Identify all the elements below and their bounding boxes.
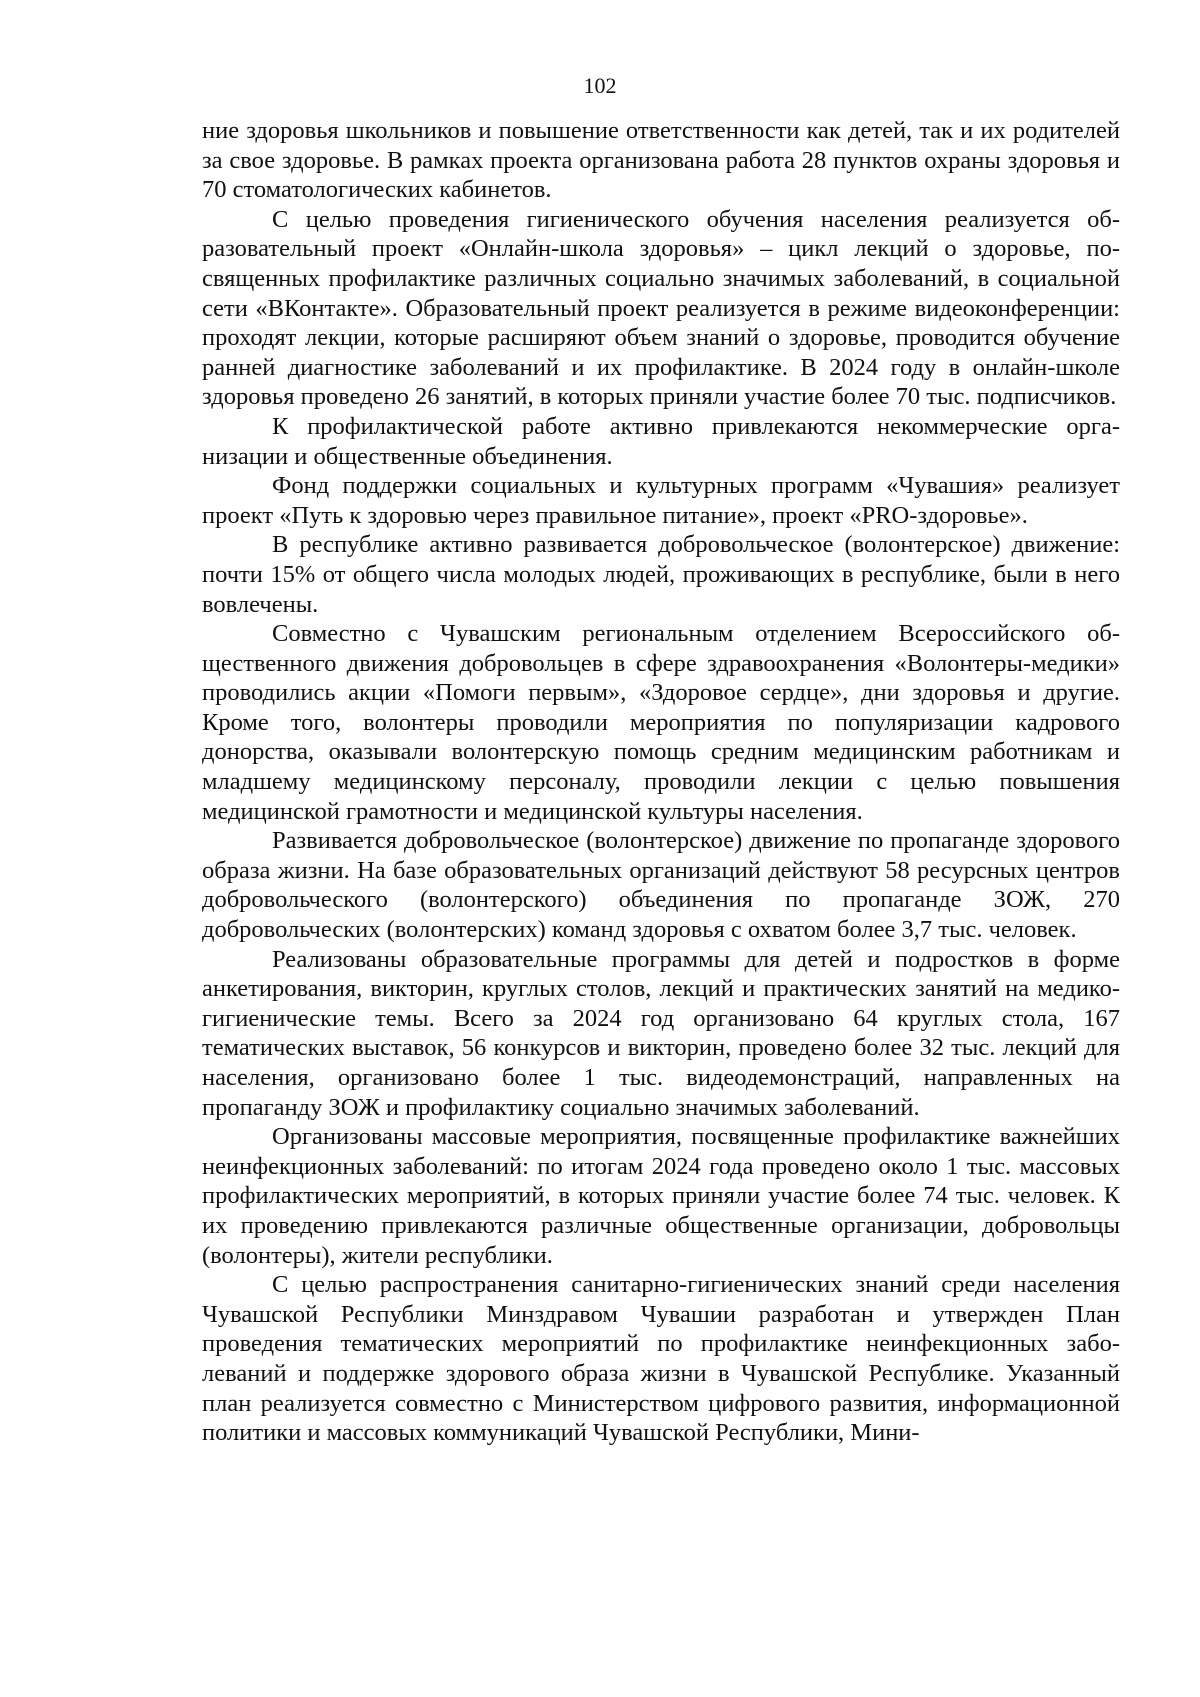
paragraph-healthy-lifestyle: Развивается добровольческое (волонтерское) движение по пропаганде здорового образа жизни. На базе образовательных организаций действуют 58 ресурсных центров добровольческого (волонтерского) объединения по пропаганде ЗОЖ, 270 добровольческих (волонтерских) команд здоровья с охватом более 3,7 тыс. человек. xyxy=(202,827,1120,944)
paragraph-nonprofits: К профилактической работе активно привлекаются некоммерческие организации и общественные объединения. xyxy=(202,412,1120,470)
paragraph-sanitary-plan: С целью распространения санитарно-гигиенических знаний среди населения Чувашской Республики Минздравом Чувашии разработан и утвержден План проведения тематических мероприятий по профилактике неинфекционных заболеваний и поддержке здорового образа жизни в Чувашской Республике. Указанный план реализуется совместно с Министерством цифрового развития, информационной политики и массовых коммуникаций Чувашской Республики, Мини- xyxy=(202,1271,1120,1447)
paragraph-educational-programs: Реализованы образовательные программы для детей и подростков в форме анкетирования, викторин, круглых столов, лекций и практических занятий на медико-гигиенические темы. Всего за 2024 год организовано 64 круглых стола, 167 тематических выставок, 56 конкурсов и викторин, проведено более 32 тыс. лекций для населения, организовано более 1 тыс. видеодемонстраций, направленных на пропаганду ЗОЖ и профилактику социально значимых заболеваний. xyxy=(202,945,1120,1121)
paragraph-online-school: С целью проведения гигиенического обучения населения реализуется образовательный проект «Онлайн-школа здоровья» – цикл лекций о здоровье, посвященных профилактике различных социально значимых заболеваний, в социальной сети «ВКонтакте». Образовательный проект реализуется в режиме видеоконференции: проходят лекции, которые расширяют объем знаний о здоровье, проводится обучение ранней диагностике заболеваний и их профилактике. В 2024 году в онлайн-школе здоровья проведено 26 занятий, в которых приняли участие более 70 тыс. подписчиков. xyxy=(202,205,1120,411)
paragraph-chuvashia-fund: Фонд поддержки социальных и культурных программ «Чувашия» реализует проект «Путь к здоровью через правильное питание», проект «PRO-здоровье». xyxy=(202,472,1120,529)
page-number: 102 xyxy=(583,73,617,98)
paragraph-mass-events: Организованы массовые мероприятия, посвященные профилактике важнейших неинфекционных заболеваний: по итогам 2024 года проведено около 1 тыс. массовых профилактических мероприятий, в которых приняли участие более 74 тыс. человек. К их проведению привлекаются различные общественные организации, добровольцы (волонтеры), жители республики. xyxy=(202,1123,1120,1269)
body-text xyxy=(202,116,1120,1448)
paragraph-volunteer-movement: В республике активно развивается добровольческое (волонтерское) движение: почти 15% от общего числа молодых людей, проживающих в республике, были в него вовлечены. xyxy=(202,531,1120,618)
paragraph-volunteer-medics: Совместно с Чувашским региональным отделением Всероссийского общественного движения добровольцев в сфере здравоохранения «Волонтеры-медики» проводились акции «Помоги первым», «Здоровое сердце», дни здоровья и другие. Кроме того, волонтеры проводили мероприятия по популяризации кадрового донорства, оказывали волонтерскую помощь средним медицинским работникам и младшему медицинскому персоналу, проводили лекции с целью повышения медицинской грамотности и медицинской культуры населения. xyxy=(202,620,1120,825)
paragraph-continuation: ние здоровья школьников и повышение ответственности как детей, так и их родителей за свое здоровье. В рамках проекта организована работа 28 пунктов охраны здоровья и 70 стоматологических кабинетов. xyxy=(202,117,1120,204)
